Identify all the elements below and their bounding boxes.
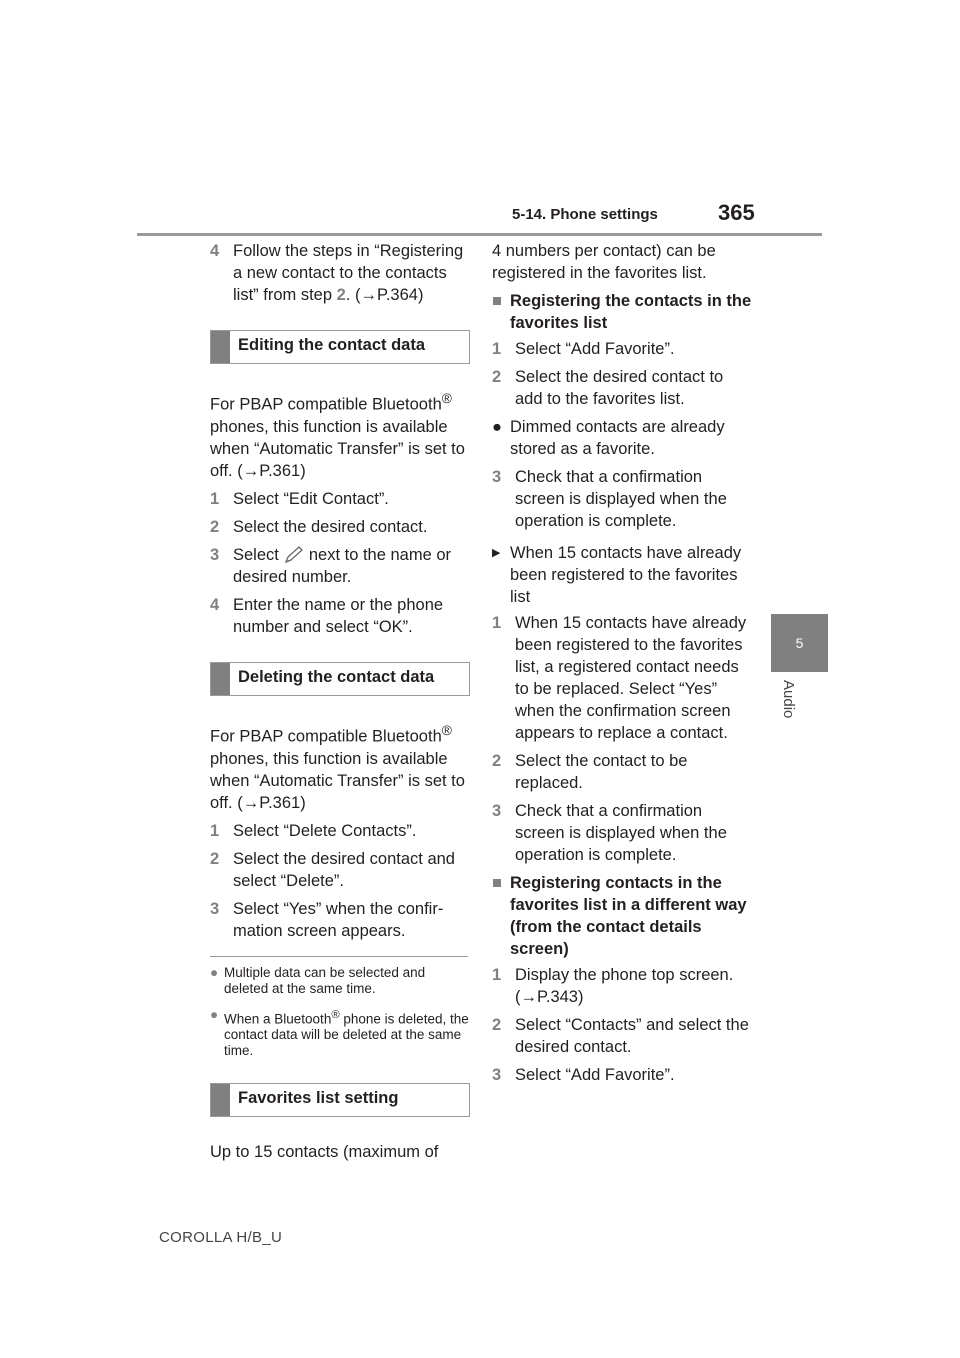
header-rule xyxy=(137,233,822,236)
section-title-favorites: Favorites list setting xyxy=(238,1089,399,1108)
step-text: Select the desired contact to add to the favorites list. xyxy=(515,368,724,408)
intro-part: phones, this function is available when “Automatic Transfer” is set to off. (→P.361) xyxy=(210,417,465,480)
step-text xyxy=(233,544,470,589)
step-number: 2 xyxy=(492,368,502,386)
step-number: 4 xyxy=(210,242,220,260)
section-title: 5-14. Phone settings xyxy=(512,206,658,223)
subheading-text: When 15 contacts have already been registered to the favorites list xyxy=(510,544,742,606)
step-number: 1 xyxy=(210,821,220,840)
note-text: Multiple data can be selected and deleted at the same time. xyxy=(224,964,426,996)
subheading xyxy=(492,290,754,334)
step-text: Select the desired contact. xyxy=(233,517,428,536)
step xyxy=(210,898,470,942)
step-number: 2 xyxy=(210,517,220,536)
subheading xyxy=(492,872,754,960)
step xyxy=(492,338,754,360)
model-footer: COROLLA H/B_U xyxy=(159,1229,283,1246)
step xyxy=(210,488,470,510)
step xyxy=(492,1014,754,1058)
step-text: Select “Add Favorite”. xyxy=(515,1066,675,1084)
bar-block xyxy=(211,331,230,363)
page-number: 365 xyxy=(718,200,755,225)
step-reference: 2 xyxy=(336,286,346,304)
triangle-bullet-icon: ▶ xyxy=(492,547,501,559)
delete-steps xyxy=(210,820,470,942)
bullet-text: Dimmed contacts are already stored as a favorite. xyxy=(510,418,725,458)
intro-part: phones, this function is available when “Automatic Transfer” is set to off. (→P.361) xyxy=(210,749,465,812)
step-text: Select “Delete Contacts”. xyxy=(233,821,417,840)
step-text-part: next to the name or desired number. xyxy=(233,545,452,587)
intro-part: For PBAP compatible Bluetooth xyxy=(210,395,442,414)
step-text: Select the desired contact and select “Delete”. xyxy=(233,849,455,890)
section-bar-deleting xyxy=(210,662,470,696)
step xyxy=(210,594,470,638)
registered-mark: ® xyxy=(441,391,452,406)
pencil-icon xyxy=(282,544,306,566)
step xyxy=(210,516,470,538)
note xyxy=(210,1007,470,1060)
note-divider xyxy=(210,956,468,957)
step xyxy=(210,544,470,589)
step-text: When 15 contacts have already been registered to the favorites list, a registered contact needs to be replaced. Select “Yes” when the confirmation screen appears to replace a contact. xyxy=(515,614,747,742)
note-text-part: When a Bluetooth xyxy=(224,1011,332,1027)
register-steps xyxy=(492,338,754,410)
step-text: Select “Edit Contact”. xyxy=(233,489,389,508)
chapter-label: Audio xyxy=(780,680,797,719)
step-number: 2 xyxy=(492,752,502,770)
note-bullet-icon: ● xyxy=(210,1006,219,1022)
bar-block xyxy=(211,1084,230,1116)
step-text-part: Select xyxy=(233,545,279,564)
step-text: Select the contact to be replaced. xyxy=(515,752,688,792)
step-number: 3 xyxy=(492,802,502,820)
section-title-editing: Editing the contact data xyxy=(238,336,426,354)
step-number: 3 xyxy=(210,545,220,564)
step xyxy=(492,750,754,794)
subheading-triangle xyxy=(492,542,754,608)
alternate-steps xyxy=(492,964,754,1086)
left-column xyxy=(210,240,470,1169)
step-text xyxy=(233,240,470,306)
favorites-intro: Up to 15 contacts (maximum of xyxy=(210,1143,439,1162)
step-text: Select “Contacts” and select the desired contact. xyxy=(515,1016,749,1056)
editing-intro xyxy=(210,388,470,482)
section-bar-favorites xyxy=(210,1083,470,1117)
step-number: 3 xyxy=(492,1066,502,1084)
step-text: Display the phone top screen. (→P.343) xyxy=(515,966,734,1006)
step-number: 3 xyxy=(492,468,502,486)
note xyxy=(210,965,470,997)
step-number: 1 xyxy=(492,966,502,984)
step xyxy=(492,466,754,532)
note-bullet-icon: ● xyxy=(210,964,219,980)
chapter-tab: 5 xyxy=(771,614,828,672)
square-bullet-icon: ■ xyxy=(492,292,502,310)
registered-mark: ® xyxy=(441,723,452,739)
step-text: Check that a confirmation screen is displayed when the operation is complete. xyxy=(515,468,727,530)
full-list-steps xyxy=(492,612,754,866)
step-text: Check that a confirmation screen is displayed when the operation is complete. xyxy=(515,802,727,864)
step xyxy=(210,848,470,892)
subheading-text: Registering the contacts in the favorites list xyxy=(510,292,752,332)
section-title-deleting: Deleting the contact data xyxy=(238,668,435,687)
step-text: Select “Yes” when the confirmation screen appears. xyxy=(233,899,444,940)
square-bullet-icon: ■ xyxy=(492,874,502,892)
step-text: Select “Add Favorite”. xyxy=(515,340,675,358)
step-number: 1 xyxy=(210,489,220,508)
step-text: Enter the name or the phone number and select “OK”. xyxy=(233,596,444,637)
step xyxy=(492,800,754,866)
section-bar-editing xyxy=(210,330,470,364)
step-number: 1 xyxy=(492,614,502,632)
step-number: 4 xyxy=(210,596,220,615)
right-column xyxy=(492,240,754,1092)
step xyxy=(492,964,754,1008)
step xyxy=(210,240,470,306)
bullet-dot-icon: ● xyxy=(492,418,502,436)
registered-mark: ® xyxy=(331,1008,340,1021)
step xyxy=(492,366,754,410)
subheading-text: Registering contacts in the favorites list in a different way (from the contact details screen) xyxy=(510,874,747,958)
step xyxy=(492,1064,754,1086)
step xyxy=(492,612,754,744)
step-text-part: . (→P.364) xyxy=(345,286,424,304)
bar-block xyxy=(211,663,230,695)
note-text-part: phone is deleted, the contact data will be deleted at the same time. xyxy=(224,1011,469,1059)
edit-steps xyxy=(210,488,470,538)
deleting-intro xyxy=(210,720,470,814)
intro-part: For PBAP compatible Bluetooth xyxy=(210,727,442,746)
note-text xyxy=(224,1007,470,1060)
info-bullet xyxy=(492,416,754,460)
step-number: 2 xyxy=(210,849,220,868)
step-number: 2 xyxy=(492,1016,502,1034)
step-number: 3 xyxy=(210,899,220,918)
favorites-intro-continued: 4 numbers per contact) can be registered in the favorites list. xyxy=(492,242,716,282)
step-number: 1 xyxy=(492,340,502,358)
step xyxy=(210,820,470,842)
step-text-part: Follow the steps in “Registering a new contact to the contacts list” from step xyxy=(233,242,464,304)
